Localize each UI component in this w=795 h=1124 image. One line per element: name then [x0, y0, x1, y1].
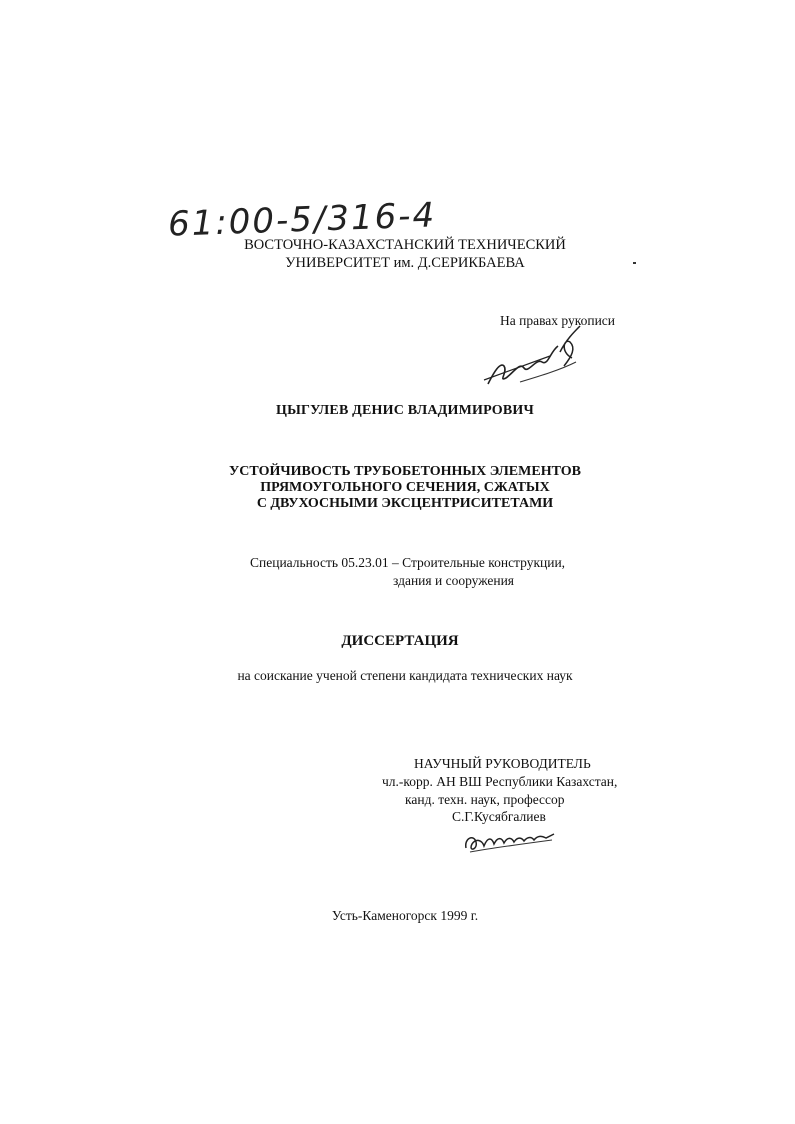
author-name: ЦЫГУЛЕВ ДЕНИС ВЛАДИМИРОВИЧ: [276, 403, 534, 418]
archive-code-handwritten: 61:00-5/316-4: [167, 195, 437, 245]
document-type: ДИССЕРТАЦИЯ: [341, 633, 459, 649]
city-year: Усть-Каменогорск 1999 г.: [331, 908, 479, 923]
supervisor-name: С.Г.Кусябгалиев: [452, 809, 546, 824]
supervisor-signature: [462, 828, 562, 858]
rights-note: На правах рукописи: [500, 313, 616, 328]
supervisor-line-1: чл.-корр. АН ВШ Республики Казахстан,: [382, 774, 618, 789]
university-name: [200, 236, 610, 272]
dissertation-title: [180, 464, 630, 512]
title-line-2: ПРЯМОУГОЛЬНОГО СЕЧЕНИЯ, СЖАТЫХ: [260, 480, 550, 495]
scan-speck: [633, 262, 636, 264]
author-signature: [480, 322, 600, 392]
title-line-3: С ДВУХОСНЫМИ ЭКСЦЕНТРИСИТЕТАМИ: [256, 496, 554, 511]
supervisor-heading: НАУЧНЫЙ РУКОВОДИТЕЛЬ: [414, 756, 591, 771]
title-line-1: УСТОЙЧИВОСТЬ ТРУБОБЕТОННЫХ ЭЛЕМЕНТОВ: [229, 464, 581, 479]
university-line-2: УНИВЕРСИТЕТ им. Д.СЕРИКБАЕВА: [285, 255, 525, 271]
university-line-1: ВОСТОЧНО-КАЗАХСТАНСКИЙ ТЕХНИЧЕСКИЙ: [244, 237, 566, 253]
specialty-line-1: Специальность 05.23.01 – Строительные конструкции,: [250, 555, 566, 570]
degree-line: на соискание ученой степени кандидата технических наук: [237, 668, 573, 683]
specialty-line-2: здания и сооружения: [393, 573, 515, 588]
supervisor-line-2: канд. техн. наук, профессор: [405, 792, 565, 807]
